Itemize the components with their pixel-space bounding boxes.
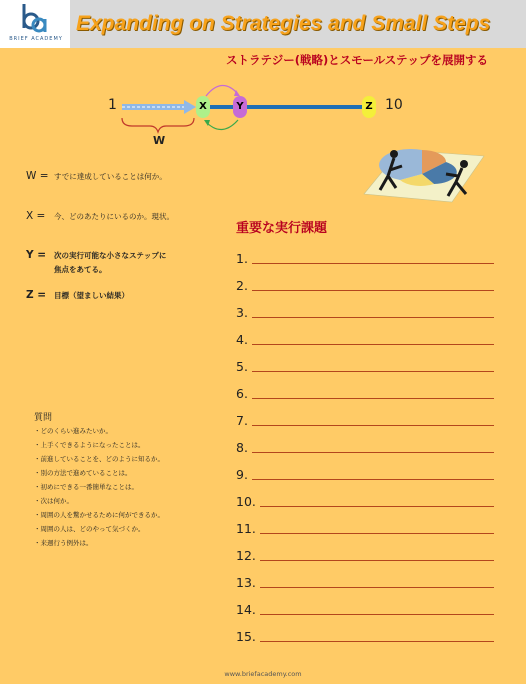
task-number: 10. <box>236 494 256 509</box>
task-row[interactable] <box>236 516 498 536</box>
task-row[interactable] <box>236 327 498 347</box>
definition-text: すでに達成していることは何か。 <box>54 172 167 181</box>
definition-text: 次の実行可能な小さなステップに <box>54 251 167 260</box>
task-input-line[interactable] <box>252 398 494 399</box>
task-row[interactable] <box>236 273 498 293</box>
task-row[interactable] <box>236 489 498 509</box>
footer-url: www.briefacademy.com <box>224 670 302 678</box>
task-input-line[interactable] <box>260 560 494 561</box>
definition-key: X = <box>26 210 46 222</box>
task-row[interactable] <box>236 597 498 617</box>
task-number: 3. <box>236 305 248 320</box>
task-number: 12. <box>236 548 256 563</box>
header-bar <box>0 0 526 48</box>
definition-text: 目標（望ましい結果） <box>54 291 129 300</box>
task-number: 15. <box>236 629 256 644</box>
task-row[interactable] <box>236 300 498 320</box>
task-input-line[interactable] <box>260 533 494 534</box>
task-row[interactable] <box>236 435 498 455</box>
pie-chart-teamwork-illustration <box>360 136 488 206</box>
question-item: ・周囲の人は、どのやって気づくか。 <box>34 525 145 533</box>
task-row[interactable] <box>236 543 498 563</box>
question-item: ・次は何か。 <box>34 497 73 505</box>
tasks-title: 重要な実行課題 <box>236 221 328 236</box>
brace-label: W <box>153 134 166 147</box>
task-number: 8. <box>236 440 248 455</box>
task-input-line[interactable] <box>260 614 494 615</box>
questions-title: 質問 <box>34 413 53 423</box>
brief-academy-logo-icon <box>18 2 52 36</box>
task-number: 7. <box>236 413 248 428</box>
task-input-line[interactable] <box>252 452 494 453</box>
task-row[interactable] <box>236 624 498 644</box>
end-label: 10 <box>385 97 403 113</box>
question-item: ・周囲の人を驚かせるために何ができるか。 <box>34 511 164 519</box>
start-label: 1 <box>108 97 117 113</box>
page-title: Expanding on Strategies and Small Steps <box>76 12 491 35</box>
progress-arrow-head <box>184 100 196 114</box>
task-row[interactable] <box>236 246 498 266</box>
definition-key: Y = <box>26 249 47 261</box>
task-row[interactable] <box>236 462 498 482</box>
task-input-line[interactable] <box>252 317 494 318</box>
task-number: 11. <box>236 521 256 536</box>
page-subtitle: ストラテジー(戦略)とスモールステップを展開する <box>226 53 489 67</box>
task-number: 1. <box>236 251 248 266</box>
task-number: 4. <box>236 332 248 347</box>
node-z: Z <box>362 96 376 118</box>
question-item: ・来週行う例外は。 <box>34 539 93 547</box>
task-input-line[interactable] <box>260 506 494 507</box>
w-brace <box>122 118 194 132</box>
task-input-line[interactable] <box>252 263 494 264</box>
task-row[interactable] <box>236 354 498 374</box>
task-number: 5. <box>236 359 248 374</box>
task-input-line[interactable] <box>252 344 494 345</box>
node-y: Y <box>233 96 247 118</box>
task-input-line[interactable] <box>260 587 494 588</box>
task-number: 2. <box>236 278 248 293</box>
question-item: ・初めにできる一番簡単なことは。 <box>34 483 138 491</box>
definition-key: W = <box>26 170 49 182</box>
questions-list <box>34 424 164 550</box>
node-x: X <box>196 96 210 118</box>
task-number: 14. <box>236 602 256 617</box>
definition-text-line2: 焦点をあてる。 <box>54 265 107 274</box>
task-number: 9. <box>236 467 248 482</box>
definition-key: Z = <box>26 289 47 301</box>
logo <box>0 0 70 48</box>
logo-text: BRIEF ACADEMY <box>9 36 63 42</box>
question-item: ・上手くできるようになったことは。 <box>34 441 145 449</box>
task-input-line[interactable] <box>252 479 494 480</box>
task-input-line[interactable] <box>252 371 494 372</box>
task-input-line[interactable] <box>252 290 494 291</box>
task-number: 6. <box>236 386 248 401</box>
task-number: 13. <box>236 575 256 590</box>
task-input-line[interactable] <box>260 641 494 642</box>
question-item: ・前進していることを、どのように知るか。 <box>34 455 164 463</box>
task-row[interactable] <box>236 570 498 590</box>
question-item: ・別の方法で進めていることは。 <box>34 469 132 477</box>
definition-text: 今、どのあたりにいるのか。現状。 <box>54 212 174 221</box>
question-item: ・どのくらい進みたいか。 <box>34 427 112 435</box>
task-row[interactable] <box>236 408 498 428</box>
task-row[interactable] <box>236 381 498 401</box>
task-input-line[interactable] <box>252 425 494 426</box>
